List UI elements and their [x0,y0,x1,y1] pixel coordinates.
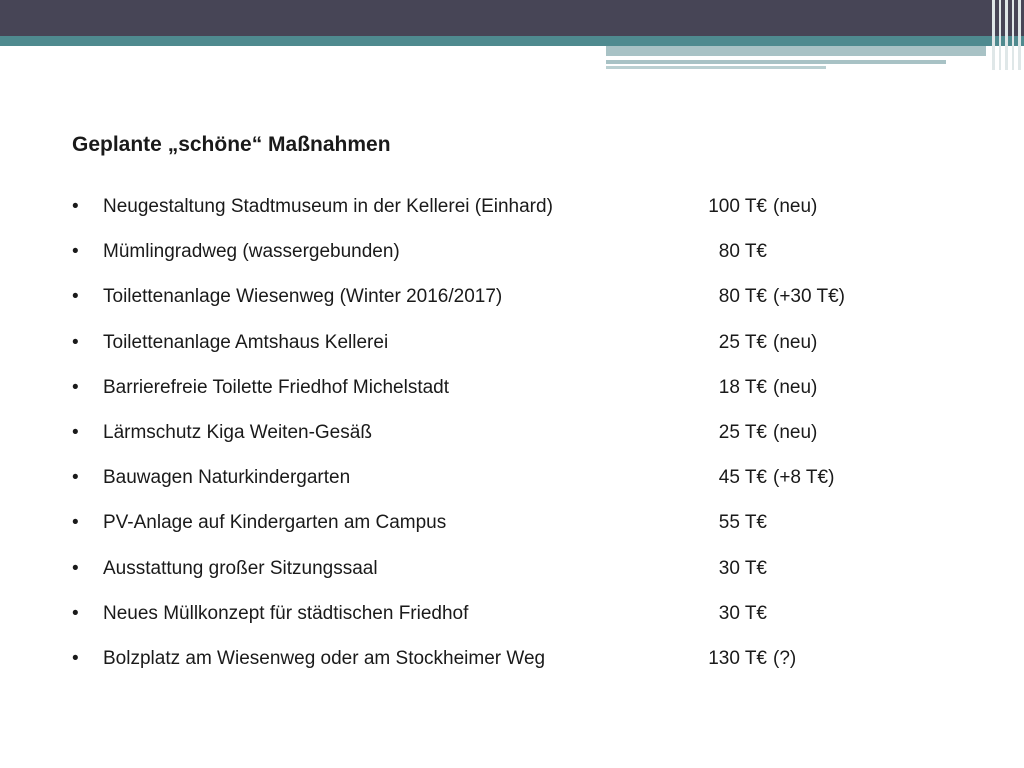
item-amount: 25 T€ [718,331,767,353]
item-label: PV-Anlage auf Kindergarten am Campus [103,512,447,534]
bullet-icon: • [72,241,79,263]
bullet-icon: • [72,331,79,353]
list-item [72,418,845,463]
item-label: Lärmschutz Kiga Weiten-Gesäß [103,421,372,443]
bullet-icon: • [72,196,79,217]
measures-list [72,192,845,689]
item-label: Neugestaltung Stadtmuseum in der Kellerei (Einhard) [103,196,553,217]
item-label: Mümlingradweg (wassergebunden) [103,241,400,263]
item-note: (neu) [773,376,818,398]
header-band-teal [0,36,1024,46]
header-band-dark [0,0,1024,36]
item-note: (?) [773,647,797,669]
item-label: Toilettenanlage Amtshaus Kellerei [103,331,389,353]
item-amount: 45 T€ [718,467,767,489]
header-band-light-thin [606,60,946,64]
bullet-icon: • [72,647,79,669]
item-note: (+8 T€) [773,467,835,489]
item-note: (neu) [773,331,818,353]
header-band-light-thinner [606,66,826,69]
item-amount: 25 T€ [718,421,767,443]
bullet-icon: • [72,376,79,398]
bullet-icon: • [72,467,79,489]
header-band-light [606,46,986,56]
item-amount: 30 T€ [718,602,767,624]
list-item [72,463,845,508]
item-amount: 80 T€ [718,286,767,308]
item-amount: 55 T€ [718,512,767,534]
item-label: Neues Müllkonzept für städtischen Friedhof [103,602,469,624]
item-amount: 18 T€ [718,376,767,398]
list-item [72,373,845,418]
list-item [72,282,845,327]
list-item [72,328,845,373]
list-item [72,599,845,644]
item-label: Bauwagen Naturkindergarten [103,467,351,489]
bullet-icon: • [72,602,79,624]
list-item [72,192,845,237]
item-label: Toilettenanlage Wiesenweg (Winter 2016/2017) [103,286,503,308]
bullet-icon: • [72,512,79,534]
item-amount: 80 T€ [718,241,767,263]
item-amount: 30 T€ [718,557,767,579]
item-note: (neu) [773,196,818,217]
item-label: Barrierefreie Toilette Friedhof Michelstadt [103,376,450,398]
item-label: Ausstattung großer Sitzungssaal [103,557,378,579]
item-note: (+30 T€) [773,286,845,308]
list-item [72,554,845,599]
bullet-icon: • [72,421,79,443]
bullet-icon: • [72,557,79,579]
list-item [72,237,845,282]
item-label: Bolzplatz am Wiesenweg oder am Stockheimer Weg [103,647,546,669]
slide-title: Geplante „schöne“ Maßnahmen [72,133,391,156]
list-item [72,644,845,689]
item-note: (neu) [773,421,818,443]
list-item [72,508,845,553]
item-amount: 100 T€ [708,196,767,217]
header-edge-lines [990,0,1024,70]
bullet-icon: • [72,286,79,308]
item-amount: 130 T€ [708,647,767,669]
